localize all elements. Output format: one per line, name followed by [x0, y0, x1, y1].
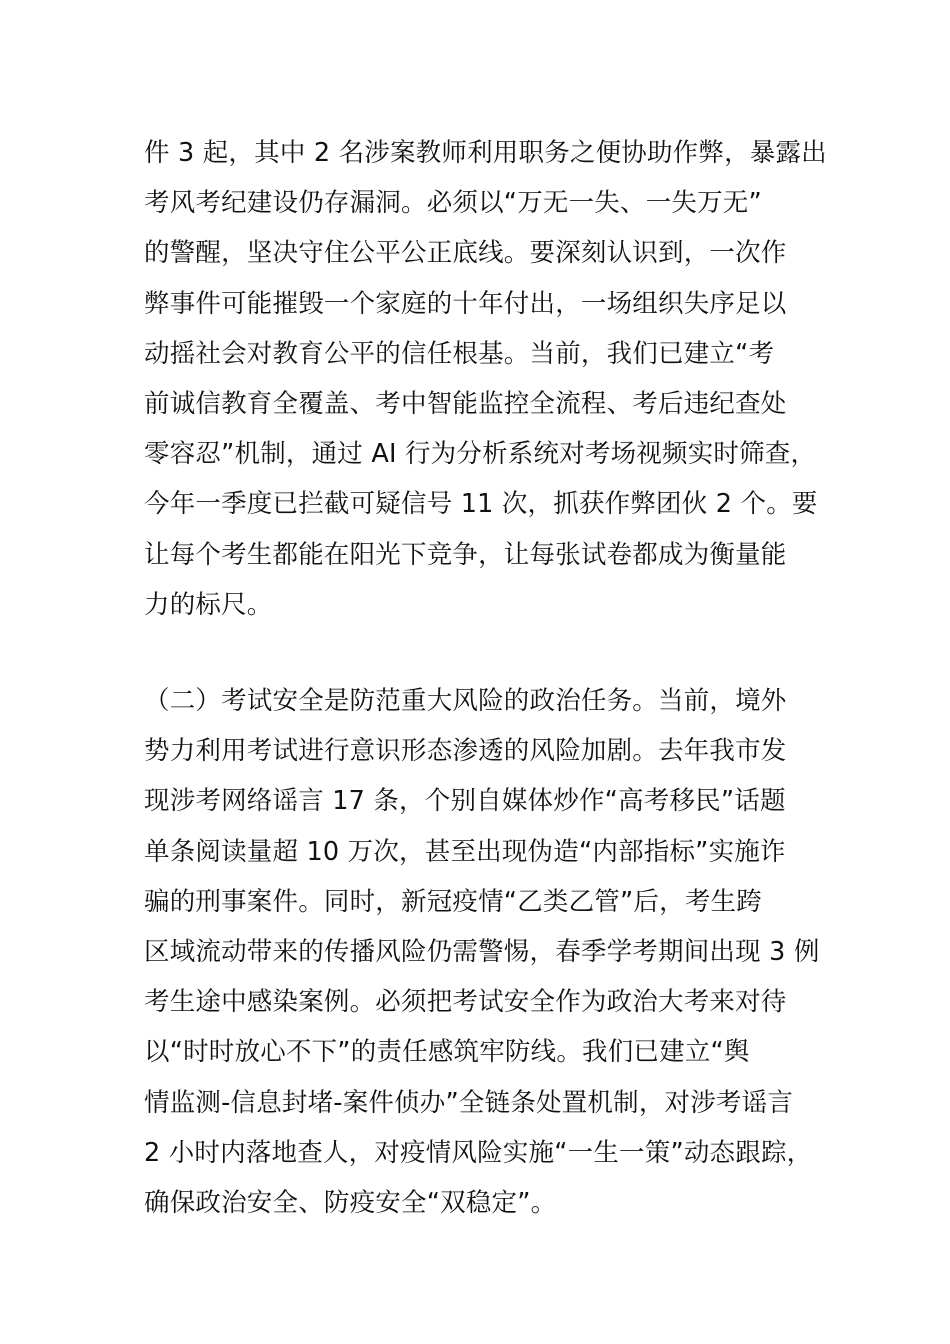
text-line: 的警醒，坚决守住公平公正底线。要深刻认识到，一次作 [144, 238, 787, 269]
section-heading-line: （二）考试安全是防范重大风险的政治任务。当前，境外 [144, 686, 787, 716]
text-line: 势力利用考试进行意识形态渗透的风险加剧。去年我市发 [144, 736, 787, 767]
text-line: 考生途中感染案例。必须把考试安全作为政治大考来对待 [144, 987, 787, 1018]
text-line: 骗的刑事案件。同时，新冠疫情“乙类乙管”后，考生跨 [144, 886, 762, 917]
text-line: 2 小时内落地查人，对疫情风险实施“一生一策”动态跟踪， [144, 1137, 813, 1168]
text-line: 单条阅读量超 10 万次，甚至出现伪造“内部指标”实施诈 [144, 836, 786, 867]
text-line: 考风考纪建设仍存漏洞。必须以“万无一失、一失万无” [144, 188, 762, 219]
text-line: 区域流动带来的传播风险仍需警惕，春季学考期间出现 3 例 [144, 936, 820, 967]
text-line: 力的标尺。 [144, 589, 273, 620]
text-line: 现涉考网络谣言 17 条，个别自媒体炒作“高考移民”话题 [144, 786, 786, 817]
paragraph-exam-discipline [144, 128, 844, 630]
text-line: 今年一季度已拦截可疑信号 11 次，抓获作弊团伙 2 个。要 [144, 489, 818, 520]
text-line: 件 3 起，其中 2 名涉案教师利用职务之便协助作弊，暴露出 [144, 138, 827, 168]
text-line: 前诚信教育全覆盖、考中智能监控全流程、考后违纪查处 [144, 388, 787, 419]
text-line: 让每个考生都能在阳光下竞争，让每张试卷都成为衡量能 [144, 539, 787, 570]
text-line: 情监测-信息封堵-案件侦办”全链条处置机制，对涉考谣言 [144, 1087, 794, 1118]
text-line: 零容忍”机制，通过 AI 行为分析系统对考场视频实时筛查， [144, 439, 817, 470]
text-line: 动摇社会对教育公平的信任根基。当前，我们已建立“考 [144, 338, 775, 369]
text-line: 以“时时放心不下”的责任感筑牢防线。我们已建立“舆 [144, 1037, 750, 1068]
paragraph-exam-security [144, 676, 844, 1228]
text-line: 弊事件可能摧毁一个家庭的十年付出，一场组织失序足以 [144, 288, 787, 319]
text-line: 确保政治安全、防疫安全“双稳定”。 [144, 1187, 557, 1218]
